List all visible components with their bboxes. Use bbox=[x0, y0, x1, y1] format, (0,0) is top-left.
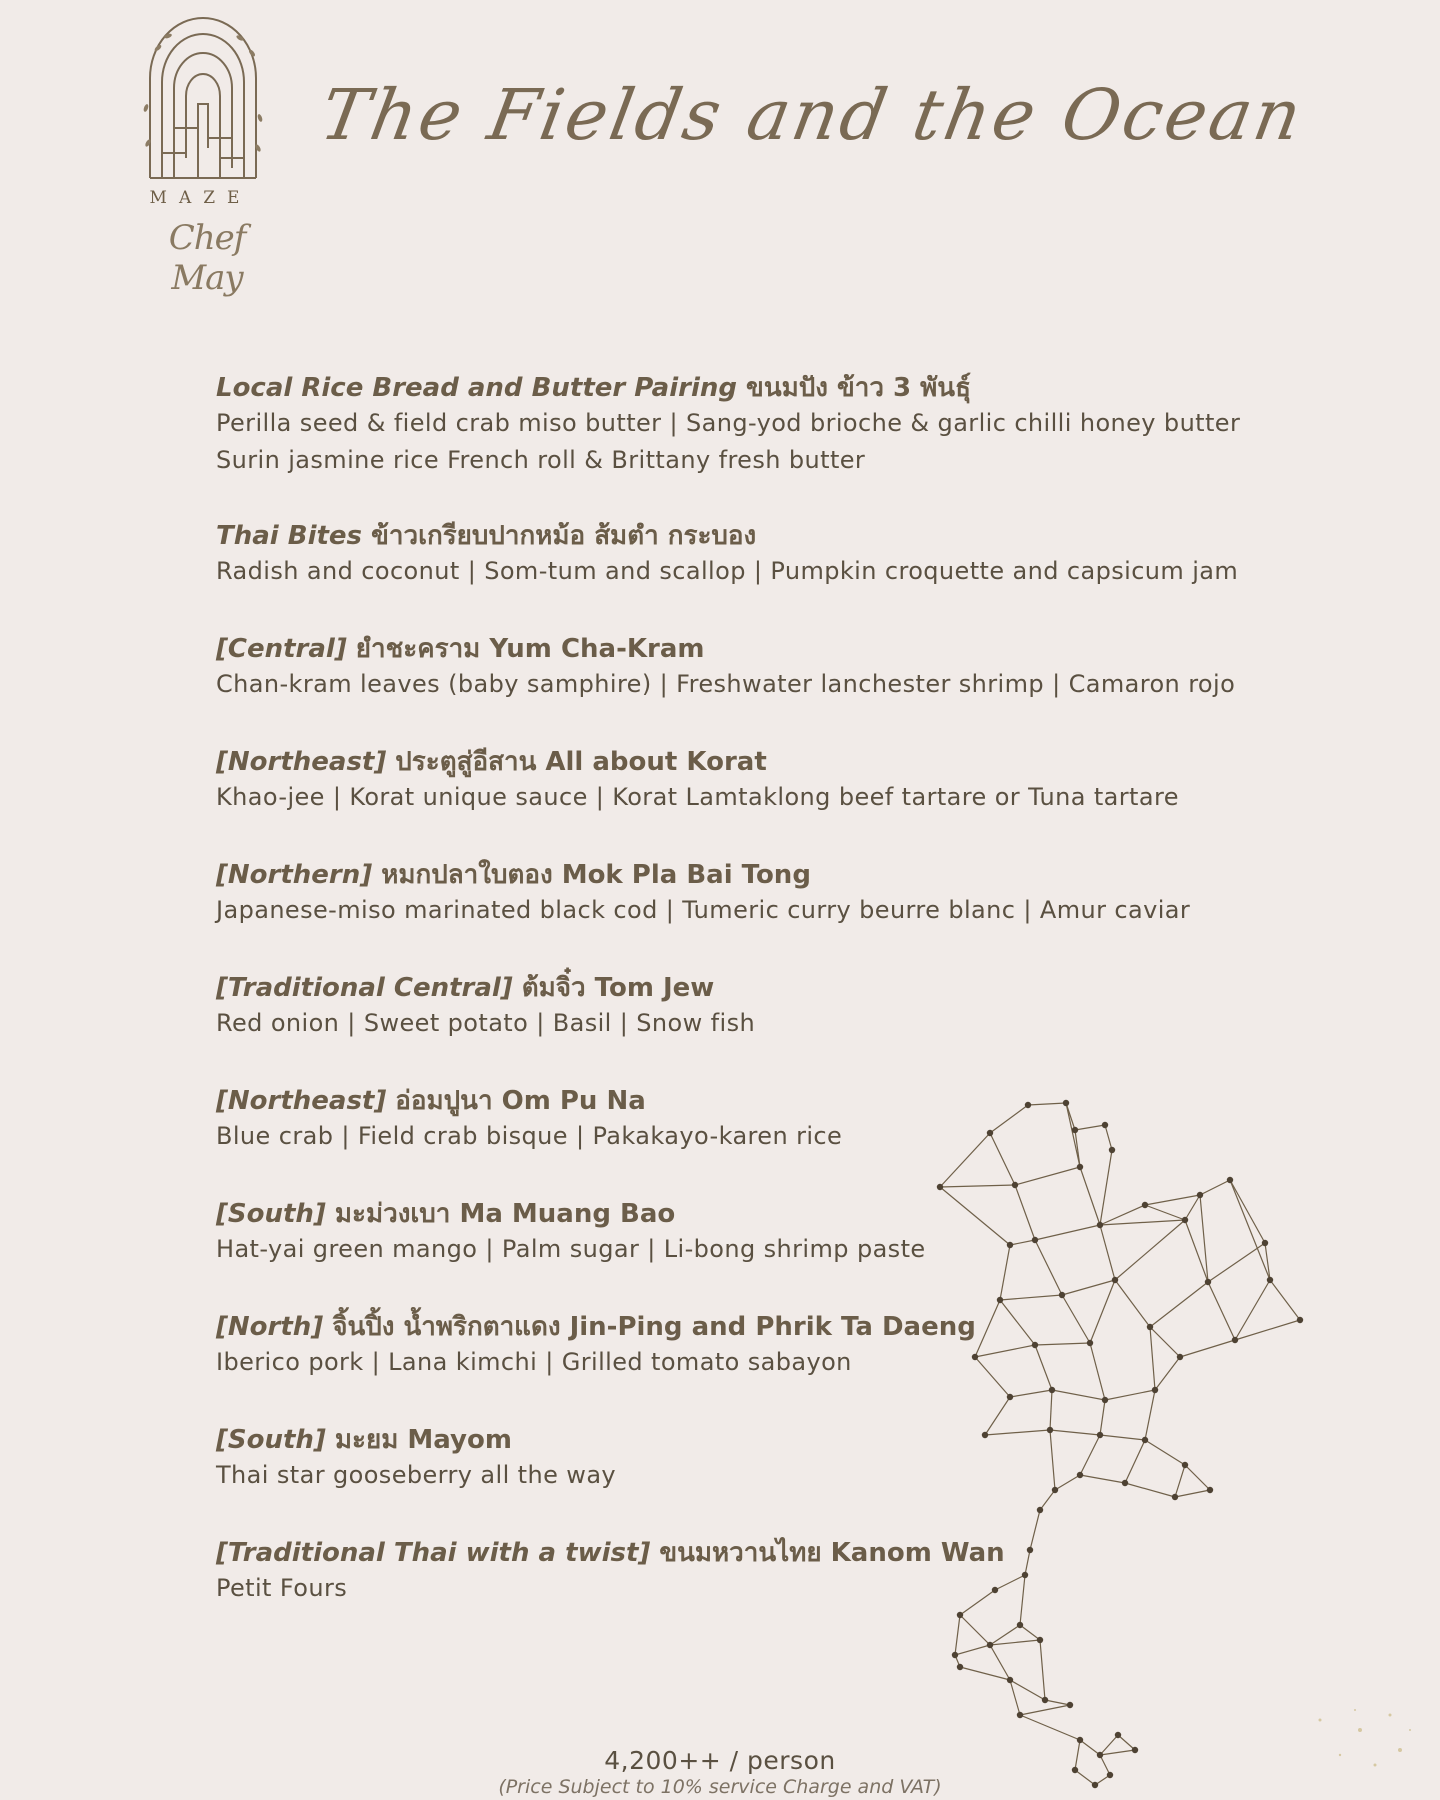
map-node bbox=[1097, 1432, 1103, 1438]
map-edge bbox=[1115, 1280, 1150, 1327]
map-edge bbox=[1145, 1195, 1200, 1205]
map-edge bbox=[1035, 1225, 1100, 1240]
map-edge bbox=[1080, 1167, 1100, 1225]
course-description: Thai star gooseberry all the way bbox=[216, 1461, 617, 1489]
map-edge bbox=[985, 1430, 1050, 1435]
map-node bbox=[1262, 1240, 1268, 1246]
map-node bbox=[1047, 1427, 1053, 1433]
map-edge bbox=[1100, 1400, 1105, 1435]
map-node bbox=[952, 1652, 958, 1658]
course-tag: [Northeast] bbox=[216, 1086, 387, 1116]
menu-title: The Fields and the Ocean bbox=[314, 74, 1311, 156]
map-edge bbox=[1066, 1103, 1080, 1167]
map-edge bbox=[1030, 1510, 1040, 1550]
map-node bbox=[1059, 1292, 1065, 1298]
map-node bbox=[1142, 1202, 1148, 1208]
course-description: Surin jasmine rice French roll & Brittany fresh butter bbox=[216, 446, 866, 474]
map-node bbox=[1267, 1277, 1273, 1283]
map-edge bbox=[1050, 1430, 1055, 1490]
course-tag: [Traditional Central] bbox=[216, 973, 513, 1003]
map-node bbox=[987, 1130, 993, 1136]
map-edge bbox=[1055, 1475, 1080, 1490]
course-tag: [South] bbox=[216, 1199, 326, 1229]
map-node bbox=[1042, 1697, 1048, 1703]
course-tag: Thai Bites bbox=[216, 521, 363, 551]
map-edge bbox=[975, 1345, 1035, 1357]
map-node bbox=[1007, 1242, 1013, 1248]
map-edge bbox=[1040, 1490, 1055, 1510]
map-node bbox=[1142, 1437, 1148, 1443]
course-description: Khao-jee | Korat unique sauce | Korat Lamtaklong beef tartare or Tuna tartare bbox=[216, 783, 1179, 811]
course-item bbox=[216, 745, 1276, 816]
map-node bbox=[972, 1354, 978, 1360]
map-node bbox=[1067, 1702, 1073, 1708]
brand-signature: Chef May bbox=[168, 218, 246, 298]
map-node bbox=[1109, 1147, 1115, 1153]
course-item bbox=[216, 971, 1276, 1042]
map-edge bbox=[1208, 1282, 1235, 1340]
course-description: Blue crab | Field crab bisque | Pakakayo-karen rice bbox=[216, 1122, 843, 1150]
course-heading bbox=[216, 632, 1276, 666]
map-edge bbox=[1150, 1282, 1208, 1327]
map-edge bbox=[1020, 1575, 1025, 1625]
map-edge bbox=[1020, 1715, 1080, 1740]
map-node bbox=[1052, 1487, 1058, 1493]
map-edge bbox=[1000, 1295, 1062, 1300]
map-edge bbox=[1100, 1220, 1185, 1225]
map-node bbox=[1115, 1732, 1121, 1738]
map-node bbox=[1207, 1487, 1213, 1493]
course-description: Japanese-miso marinated black cod | Tumeric curry beurre blanc | Amur caviar bbox=[216, 896, 1191, 924]
map-node bbox=[1197, 1192, 1203, 1198]
map-node bbox=[1227, 1177, 1233, 1183]
map-edge bbox=[1028, 1103, 1066, 1105]
map-edge bbox=[1180, 1340, 1235, 1357]
map-edge bbox=[1155, 1357, 1180, 1390]
map-edge bbox=[955, 1645, 990, 1655]
map-node bbox=[1007, 1677, 1013, 1683]
map-edge bbox=[1150, 1327, 1180, 1357]
map-edge bbox=[1185, 1465, 1210, 1490]
map-edge bbox=[1020, 1625, 1040, 1640]
map-edge bbox=[1062, 1280, 1115, 1295]
map-node bbox=[1147, 1324, 1153, 1330]
map-edge bbox=[1230, 1180, 1270, 1280]
map-node bbox=[1072, 1127, 1078, 1133]
map-node bbox=[1122, 1480, 1128, 1486]
map-node bbox=[1063, 1100, 1069, 1106]
map-edge bbox=[1150, 1327, 1155, 1390]
map-edge bbox=[1040, 1640, 1045, 1700]
map-node bbox=[1025, 1102, 1031, 1108]
map-edge bbox=[1145, 1205, 1185, 1220]
map-edge bbox=[1145, 1390, 1155, 1440]
course-tag: Local Rice Bread and Butter Pairing bbox=[216, 373, 737, 403]
map-edge bbox=[1125, 1440, 1145, 1483]
map-edge bbox=[985, 1397, 1010, 1435]
map-edge bbox=[1015, 1167, 1080, 1185]
map-edge bbox=[1145, 1440, 1185, 1465]
map-node bbox=[1182, 1462, 1188, 1468]
map-edge bbox=[1062, 1295, 1090, 1343]
map-node bbox=[987, 1642, 993, 1648]
course-tag: [North] bbox=[216, 1312, 324, 1342]
course-description: Iberico pork | Lana kimchi | Grilled tomato sabayon bbox=[216, 1348, 852, 1376]
map-edge bbox=[955, 1615, 960, 1655]
map-edge bbox=[990, 1105, 1028, 1133]
map-edge bbox=[1035, 1345, 1052, 1390]
map-node bbox=[1102, 1122, 1108, 1128]
course-tag: [Traditional Thai with a twist] bbox=[216, 1538, 651, 1568]
map-node bbox=[1152, 1387, 1158, 1393]
course-description: Petit Fours bbox=[216, 1574, 348, 1602]
course-description: Hat-yai green mango | Palm sugar | Li-bong shrimp paste bbox=[216, 1235, 926, 1263]
map-edge bbox=[1000, 1300, 1035, 1345]
map-node bbox=[1032, 1342, 1038, 1348]
course-tag: [Central] bbox=[216, 634, 347, 664]
map-edge bbox=[1100, 1225, 1115, 1280]
price: 4,200++ / person bbox=[604, 1746, 836, 1775]
map-edge bbox=[940, 1133, 990, 1187]
map-edge bbox=[1090, 1343, 1105, 1400]
map-edge bbox=[1075, 1125, 1105, 1130]
map-edge bbox=[960, 1590, 995, 1615]
map-edge bbox=[1200, 1180, 1230, 1195]
price-note: (Price Subject to 10% service Charge and VAT) bbox=[498, 1776, 942, 1798]
course-tag: [Northeast] bbox=[216, 747, 387, 777]
map-edge bbox=[1050, 1390, 1052, 1430]
map-edge bbox=[1035, 1343, 1090, 1345]
map-node bbox=[1182, 1217, 1188, 1223]
map-edge bbox=[1090, 1280, 1115, 1343]
map-edge bbox=[1010, 1240, 1035, 1245]
map-edge bbox=[975, 1357, 1010, 1397]
map-node bbox=[1022, 1572, 1028, 1578]
map-edge bbox=[1080, 1475, 1125, 1483]
map-node bbox=[1037, 1507, 1043, 1513]
map-edge bbox=[1020, 1705, 1070, 1715]
map-edge bbox=[1105, 1390, 1155, 1400]
map-edge bbox=[1175, 1490, 1210, 1497]
course-heading bbox=[216, 971, 1276, 1005]
course-name: ต้มจิ๋ว Tom Jew bbox=[521, 973, 715, 1003]
map-node bbox=[1205, 1279, 1211, 1285]
course-tag: [South] bbox=[216, 1425, 326, 1455]
map-edge bbox=[1208, 1243, 1265, 1282]
map-edge bbox=[1100, 1150, 1112, 1225]
course-heading bbox=[216, 371, 1276, 405]
map-node bbox=[1177, 1354, 1183, 1360]
map-edge bbox=[990, 1133, 1015, 1185]
course-heading bbox=[216, 745, 1276, 779]
course-name: ขนมปัง ข้าว 3 พันธุ์ bbox=[746, 373, 971, 403]
map-node bbox=[957, 1612, 963, 1618]
course-name: หมกปลาใบตอง Mok Pla Bai Tong bbox=[381, 860, 811, 890]
map-edge bbox=[1035, 1240, 1062, 1295]
course-name: มะยม Mayom bbox=[334, 1425, 512, 1455]
map-edge bbox=[1052, 1390, 1105, 1400]
map-edge bbox=[1105, 1125, 1112, 1150]
course-item bbox=[216, 371, 1276, 479]
map-node bbox=[1172, 1494, 1178, 1500]
map-edge bbox=[1115, 1220, 1185, 1280]
map-edge bbox=[995, 1575, 1025, 1590]
map-node bbox=[1297, 1317, 1303, 1323]
brand-logo bbox=[128, 8, 278, 298]
map-node bbox=[1007, 1394, 1013, 1400]
map-node bbox=[992, 1587, 998, 1593]
map-edge bbox=[1010, 1390, 1052, 1397]
map-edge bbox=[990, 1645, 1010, 1680]
map-edge bbox=[940, 1185, 1015, 1187]
map-node bbox=[1097, 1222, 1103, 1228]
map-edge bbox=[1100, 1205, 1145, 1225]
map-edge bbox=[1185, 1195, 1200, 1220]
map-edge bbox=[1125, 1483, 1175, 1497]
course-tag: [Northern] bbox=[216, 860, 373, 890]
map-node bbox=[1027, 1547, 1033, 1553]
course-name: อ่อมปูนา Om Pu Na bbox=[395, 1086, 646, 1116]
brand-wordmark: MAZE bbox=[149, 188, 252, 208]
course-item bbox=[216, 632, 1276, 703]
map-edge bbox=[940, 1187, 1010, 1245]
map-node bbox=[997, 1297, 1003, 1303]
map-node bbox=[1087, 1340, 1093, 1346]
map-edge bbox=[1025, 1550, 1030, 1575]
map-node bbox=[1077, 1472, 1083, 1478]
course-name: ขนมหวานไทย Kanom Wan bbox=[659, 1538, 1005, 1568]
thailand-constellation-map-icon bbox=[930, 1095, 1310, 1795]
map-edge bbox=[1045, 1700, 1070, 1705]
course-description: Radish and coconut | Som-tum and scallop | Pumpkin croquette and capsicum jam bbox=[216, 557, 1239, 585]
course-description: Perilla seed & field crab miso butter | Sang-yod brioche & garlic chilli honey butter bbox=[216, 409, 1241, 437]
course-name: ข้าวเกรียบปากหม้อ ส้มตำ กระบอง bbox=[371, 521, 757, 551]
course-name: จิ้นปิ้ง น้ำพริกตาแดง Jin-Ping and Phrik Ta Daeng bbox=[332, 1312, 976, 1342]
map-node bbox=[982, 1432, 988, 1438]
map-edge bbox=[1000, 1245, 1010, 1300]
map-edge bbox=[1270, 1280, 1300, 1320]
map-node bbox=[937, 1184, 943, 1190]
map-edge bbox=[1200, 1195, 1208, 1282]
maze-arch-logo-icon bbox=[128, 8, 278, 188]
map-edge bbox=[960, 1667, 1010, 1680]
map-node bbox=[1077, 1737, 1083, 1743]
map-edge bbox=[1100, 1435, 1145, 1440]
map-node bbox=[1012, 1182, 1018, 1188]
map-node bbox=[1112, 1277, 1118, 1283]
map-node bbox=[1049, 1387, 1055, 1393]
map-edge bbox=[1175, 1465, 1185, 1497]
map-node bbox=[1102, 1397, 1108, 1403]
course-name: มะม่วงเบา Ma Muang Bao bbox=[334, 1199, 676, 1229]
course-item bbox=[216, 858, 1276, 929]
map-node bbox=[1232, 1337, 1238, 1343]
map-node bbox=[957, 1664, 963, 1670]
map-edge bbox=[975, 1300, 1000, 1357]
map-edge bbox=[960, 1615, 990, 1645]
map-edge bbox=[1080, 1435, 1100, 1475]
course-heading bbox=[216, 858, 1276, 892]
course-item bbox=[216, 519, 1276, 590]
course-name: ยำชะคราม Yum Cha-Kram bbox=[355, 634, 705, 664]
map-edge bbox=[1050, 1430, 1100, 1435]
map-node bbox=[1017, 1712, 1023, 1718]
map-edge bbox=[1230, 1180, 1265, 1243]
course-name: ประตูสู่อีสาน All about Korat bbox=[395, 747, 767, 777]
map-node bbox=[1032, 1237, 1038, 1243]
map-node bbox=[1037, 1637, 1043, 1643]
map-edge bbox=[990, 1640, 1040, 1645]
map-edge bbox=[1015, 1185, 1035, 1240]
course-description: Red onion | Sweet potato | Basil | Snow fish bbox=[216, 1009, 756, 1037]
map-node bbox=[1077, 1164, 1083, 1170]
course-heading bbox=[216, 519, 1276, 553]
map-node bbox=[1017, 1622, 1023, 1628]
course-description: Chan-kram leaves (baby samphire) | Freshwater lanchester shrimp | Camaron rojo bbox=[216, 670, 1236, 698]
